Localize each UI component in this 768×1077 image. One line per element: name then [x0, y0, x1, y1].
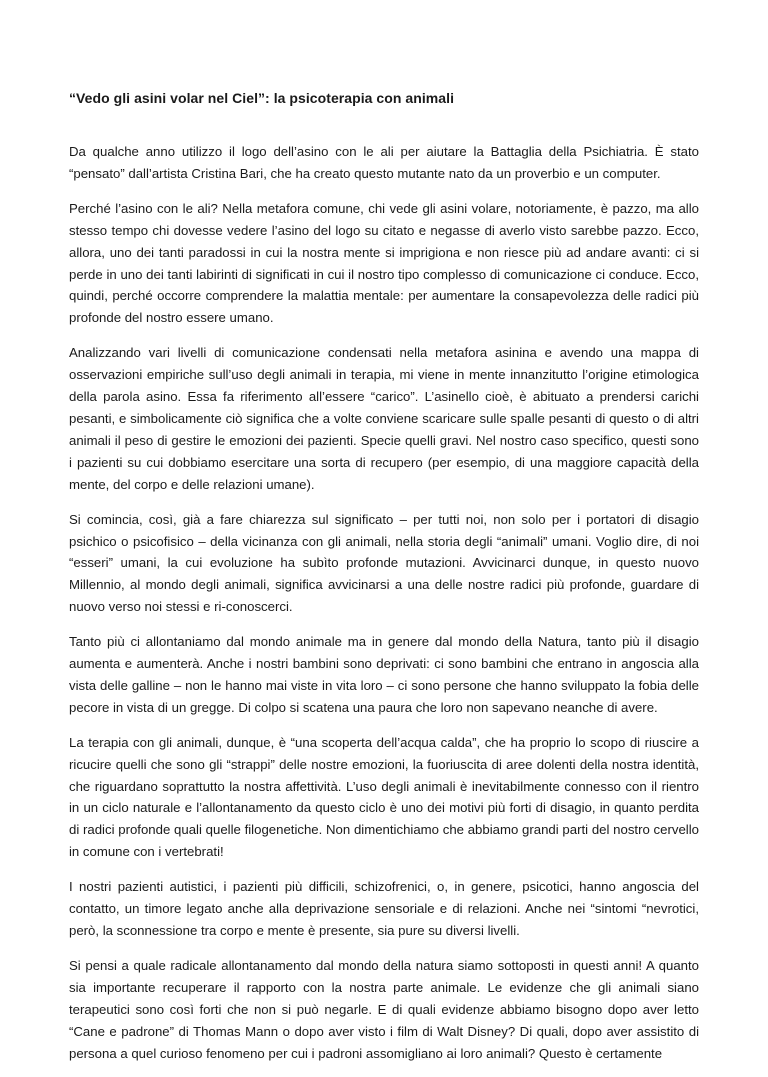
paragraph-etymology: Analizzando vari livelli di comunicazione condensati nella metafora asinina e avendo una mappa di osservazioni empiriche sull’uso degli animali in terapia, mi viene in mente innanzitutto l’origine etimologica della parola asino. Essa fa riferimento all’essere “carico”. L’asinello cioè, è abituato a prendersi carichi pesanti, e simbolicamente ciò significa che a volte conviene scaricare sulle spalle pesanti di questo o di altri animali il peso di gestire le emozioni dei pazienti. Specie quelli gravi. Nel nostro caso specifico, questi sono i pazienti su cui dobbiamo esercitare una sorta di recupero (per esempio, di una maggiore capacità della mente, del corpo e delle relazioni umane). [69, 345, 699, 492]
paragraph-winged-donkey: Perché l’asino con le ali? Nella metafora comune, chi vede gli asini volare, notoriamente, è pazzo, ma allo stesso tempo chi dovesse vedere l’asino del logo su citato e negasse di averlo visto sarebbe pazzo. Ecco, allora, uno dei tanti paradossi in cui la nostra mente si imprigiona e non riesce più ad andare avanti: ci si perde in uno dei tanti labirinti di significati in cui il nostro tipo complesso di comunicazione ci conduce. Ecco, quindi, perché occorre comprendere la malattia mentale: per aumentare la consapevolezza delle radici più profonde del nostro essere umano. [69, 200, 699, 326]
document-body [69, 88, 699, 1077]
paragraph-evidence: Si pensi a quale radicale allontanamento dal mondo della natura siamo sottoposti in questi anni! A quanto sia importante recuperare il rapporto con la nostra parte animale. Le evidenze che gli animali siano terapeutici sono così forti che non si può negarle. E di quali evidenze abbiamo bisogno dopo aver letto “Cane e padrone” di Thomas Mann o dopo aver visto i film di Walt Disney? Di quali, dopo aver assistito di persona a quel curioso fenomeno per cui i padroni assomigliano ai loro animali? Questo è certamente [69, 957, 699, 1061]
document-title: “Vedo gli asini volar nel Ciel”: la psicoterapia con animali [69, 90, 455, 106]
paragraph-nature-distance: Tanto più ci allontaniamo dal mondo animale ma in genere dal mondo della Natura, tanto più il disagio aumenta e aumenterà. Anche i nostri bambini sono deprivati: ci sono bambini che entrano in angoscia alla vista delle galline – non le hanno mai viste in vita loro – ci sono persone che hanno sviluppato la fobia delle pecore in vista di un gregge. Di colpo si scatena una paura che loro non sapevano neanche di avere. [69, 634, 699, 715]
paragraph-patients: I nostri pazienti autistici, i pazienti più difficili, schizofrenici, o, in genere, psicotici, hanno angoscia del contatto, un timore legato anche alla deprivazione sensoriale e di relazioni. Anche nei “sintomi “nevrotici, però, la sconnessione tra corpo e mente è presente, sia pure su diversi livelli. [69, 879, 699, 938]
paragraph-logo-origin: Da qualche anno utilizzo il logo dell’asino con le ali per aiutare la Battaglia della Psichiatria. È stato “pensato” dall’artista Cristina Bari, che ha creato questo mutante nato da un proverbio e un computer. [69, 144, 699, 181]
paragraph-animal-closeness: Si comincia, così, già a fare chiarezza sul significato – per tutti noi, non solo per i portatori di disagio psichico o psicofisico – della vicinanza con gli animali, nella storia degli “animali” umani. Voglio dire, di noi “esseri” umani, la cui evoluzione ha subìto profonde mutazioni. Avvicinarci dunque, in questo nuovo Millennio, al mondo degli animali, significa avvicinarsi a una delle nostre radici più profonde, guardare di nuovo verso noi stessi e ri-conoscerci. [69, 511, 699, 615]
paragraph-animal-therapy: La terapia con gli animali, dunque, è “una scoperta dell’acqua calda”, che ha proprio lo scopo di riuscire a ricucire quelli che sono gli “strappi” delle nostre emozioni, la fuoriuscita di aree dolenti della nostra identità, che riguardano soprattutto la nostra affettività. L’uso degli animali è inevitabilmente connesso con il rientro in un ciclo naturale e l’allontanamento da questo ciclo è uno dei motivi più forti di disagio, in quanto perdita di radici profonde quali quelle filogenetiche. Non dimentichiamo che abbiamo grandi parti del nostro cervello in comune con i vertebrati! [69, 734, 699, 860]
